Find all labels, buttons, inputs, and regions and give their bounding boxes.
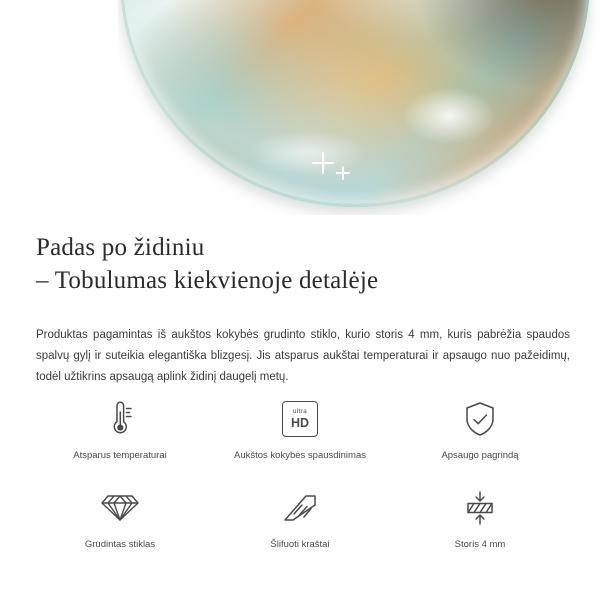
polished-edges-icon (277, 485, 323, 531)
product-disc-image (120, 0, 590, 207)
description-paragraph: Produktas pagamintas iš aukštos kokybės grudinto stiklo, kurio storis 4 mm, kuris pabrėžia spaudos spalvų gylį ir suteikia elegantiška blizgesį. Jis atsparus aukštai temperaturai ir apsaugo nuo pažeidimų, todėl užtikrins apsaugą aplink židinį daugelį metų. (36, 328, 570, 383)
thickness-arrows-icon (457, 485, 503, 531)
feature-item-temperature (30, 396, 210, 481)
feature-item-print-quality (210, 396, 390, 481)
page-title-line-2: – Tobulumas kiekvienoje detalėje (36, 267, 379, 294)
disc-edge (120, 0, 590, 207)
feature-label: Apsaugo pagrindą (441, 450, 519, 461)
feature-grid (30, 396, 570, 570)
page-title (36, 231, 576, 297)
feature-label: Grudintas stiklas (84, 539, 156, 550)
feature-label: Atsparus temperaturai (73, 450, 167, 461)
feature-item-polished-edges (210, 485, 390, 570)
hero-image (0, 0, 600, 215)
ultra-hd-badge-bottom: HD (290, 415, 310, 430)
ultra-hd-badge-top: ultra (292, 408, 308, 415)
hero-left-whitespace (0, 0, 118, 215)
feature-item-surface-protection (390, 396, 570, 481)
feature-label: Aukštos kokybės spausdinimas (233, 450, 366, 461)
feature-label: Storis 4 mm (454, 539, 506, 550)
feature-item-tempered-glass (30, 485, 210, 570)
page-title-line-1: Padas po židiniu (36, 234, 205, 261)
feature-label: Šlifuoti kraštai (270, 539, 330, 550)
feature-item-thickness (390, 485, 570, 570)
diamond-icon (97, 485, 143, 531)
thermometer-icon (97, 396, 143, 442)
shield-check-icon (457, 396, 503, 442)
ultra-hd-icon (277, 396, 323, 442)
